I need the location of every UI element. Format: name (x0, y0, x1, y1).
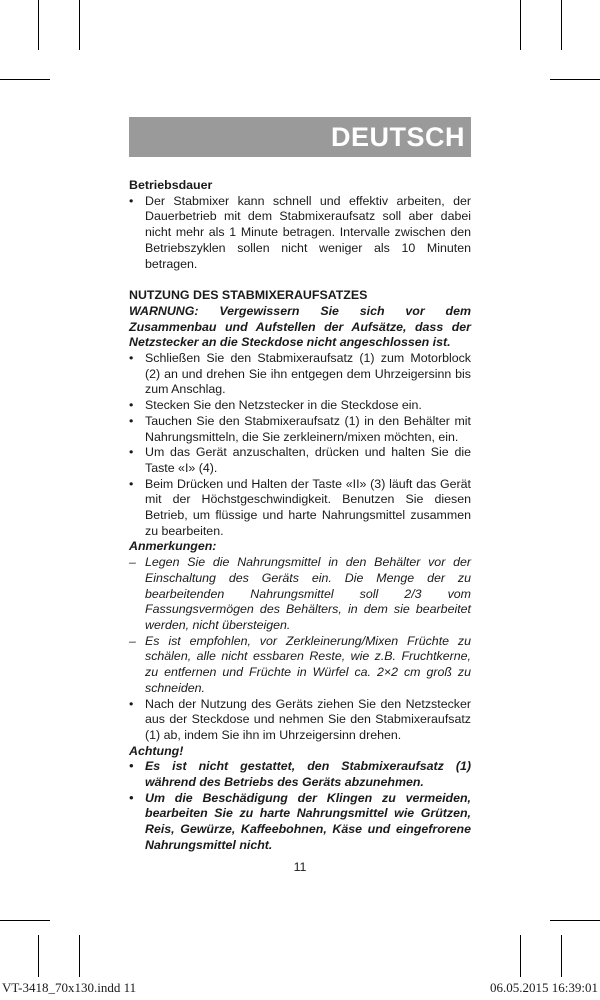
caution-item (129, 759, 471, 790)
crop-mark (38, 935, 39, 977)
crop-mark (0, 79, 50, 80)
bullet-marker: • (129, 193, 134, 208)
list-item-text: Um das Gerät anzuschalten, drücken und halten Sie die Taste «I» (4). (145, 445, 471, 475)
bullet-marker: • (129, 351, 134, 366)
list-item-text: Nach der Nutzung des Geräts ziehen Sie den Netzstecker aus der Steckdose und nehmen Sie den Stabmixeraufsatz (1) ab, indem Sie ihn im Uhrzeigersinn drehen. (145, 696, 471, 742)
crop-mark (550, 79, 600, 80)
note-item-text: Es ist empfohlen, vor Zerkleinerung/Mixen Früchte zu schälen, alle nicht essbaren Reste, wie z.B. Fruchtkerne, zu entfernen und Früchte in Würfel ca. 2×2 cm groß zu schneiden. (145, 633, 471, 695)
crop-mark (520, 935, 521, 977)
crop-mark (561, 935, 562, 977)
list-item (129, 697, 471, 744)
list-item-text: Tauchen Sie den Stabmixeraufsatz (1) in den Behälter mit Nahrungsmitteln, die Sie zerkleinern/mixen möchten, ein. (145, 413, 471, 444)
crop-mark (550, 920, 600, 921)
crop-mark (0, 920, 50, 921)
list-item-text: Der Stabmixer kann schnell und effektiv arbeiten, der Dauerbetrieb mit dem Stabmixeraufsatz soll aber dabei nicht mehr als 1 Minute betragen. Intervalle zwischen den Betriebszyklen sollen nicht weniger als 10 Minuten betragen. (145, 193, 471, 271)
list-item (129, 477, 471, 540)
language-header-bar (129, 117, 471, 157)
bullet-marker: • (129, 790, 134, 805)
crop-mark (561, 0, 562, 50)
crop-mark (79, 0, 80, 50)
bullet-marker: • (129, 476, 134, 491)
crop-mark (38, 0, 39, 50)
footer-filename: VT-3418_70x130.indd 11 (2, 980, 137, 995)
language-label: DEUTSCH (330, 122, 465, 152)
dash-marker: – (129, 633, 136, 648)
caution-item-text: Es ist nicht gestattet, den Stabmixeraufsatz (1) während des Betriebs des Geräts abzunehmen. (145, 759, 471, 790)
caution-item-text: Um die Beschädigung der Klingen zu vermeiden, bearbeiten Sie zu harte Nahrungsmittel wie Grützen, Reis, Gewürze, Kaffeebohnen, Käse und eingefrorene Nahrungsmittel nicht. (145, 790, 471, 852)
caution-title: Achtung! (129, 743, 184, 758)
page-content (129, 178, 471, 854)
list-item (129, 398, 471, 414)
bullet-marker: • (129, 759, 134, 774)
list-item-text: Beim Drücken und Halten der Taste «II» (3) läuft das Gerät mit der Höchstgeschwindigkeit. Benutzen Sie diesen Betrieb, um flüssige und harte Nahrungsmittel zusammen zu bearbeiten. (145, 476, 471, 538)
crop-mark (79, 935, 80, 977)
list-item (129, 414, 471, 445)
list-item (129, 445, 471, 476)
note-item (129, 555, 471, 634)
dash-marker: – (129, 555, 136, 570)
bullet-marker: • (129, 696, 134, 711)
footer-timestamp: 06.05.2015 16:39:01 (490, 980, 598, 995)
caution-item (129, 791, 471, 854)
warning-text: WARNUNG: Vergewissern Sie sich vor dem Zusammenbau und Aufstellen der Aufsätze, dass der Netzstecker an die Steckdose nicht angeschlossen ist. (129, 303, 471, 350)
bullet-marker: • (129, 398, 134, 413)
note-item-text: Legen Sie die Nahrungsmittel in den Behälter vor der Einschaltung des Geräts ein. Die Menge der zu bearbeitenden Nahrungsmittel soll 2/3 vom Fassungsvermögen des Behälters, in dem sie bearbeitet werden, nicht übersteigen. (145, 555, 471, 632)
bullet-marker: • (129, 413, 134, 428)
list-item-text: Stecken Sie den Netzstecker in die Steckdose ein. (145, 398, 422, 413)
list-item (129, 351, 471, 398)
page-number: 11 (293, 860, 307, 874)
list-item (129, 194, 471, 273)
bullet-marker: • (129, 445, 134, 460)
note-item (129, 634, 471, 697)
section-title-betriebsdauer: Betriebsdauer (129, 178, 213, 192)
section-title-nutzung: NUTZUNG DES STABMIXERAUFSATZES (129, 288, 368, 303)
notes-title: Anmerkungen: (129, 539, 217, 554)
list-item-text: Schließen Sie den Stabmixeraufsatz (1) zum Motorblock (2) an und drehen Sie ihn entgegen dem Uhrzeigersinn bis zum Anschlag. (145, 351, 471, 397)
crop-mark (520, 0, 521, 50)
